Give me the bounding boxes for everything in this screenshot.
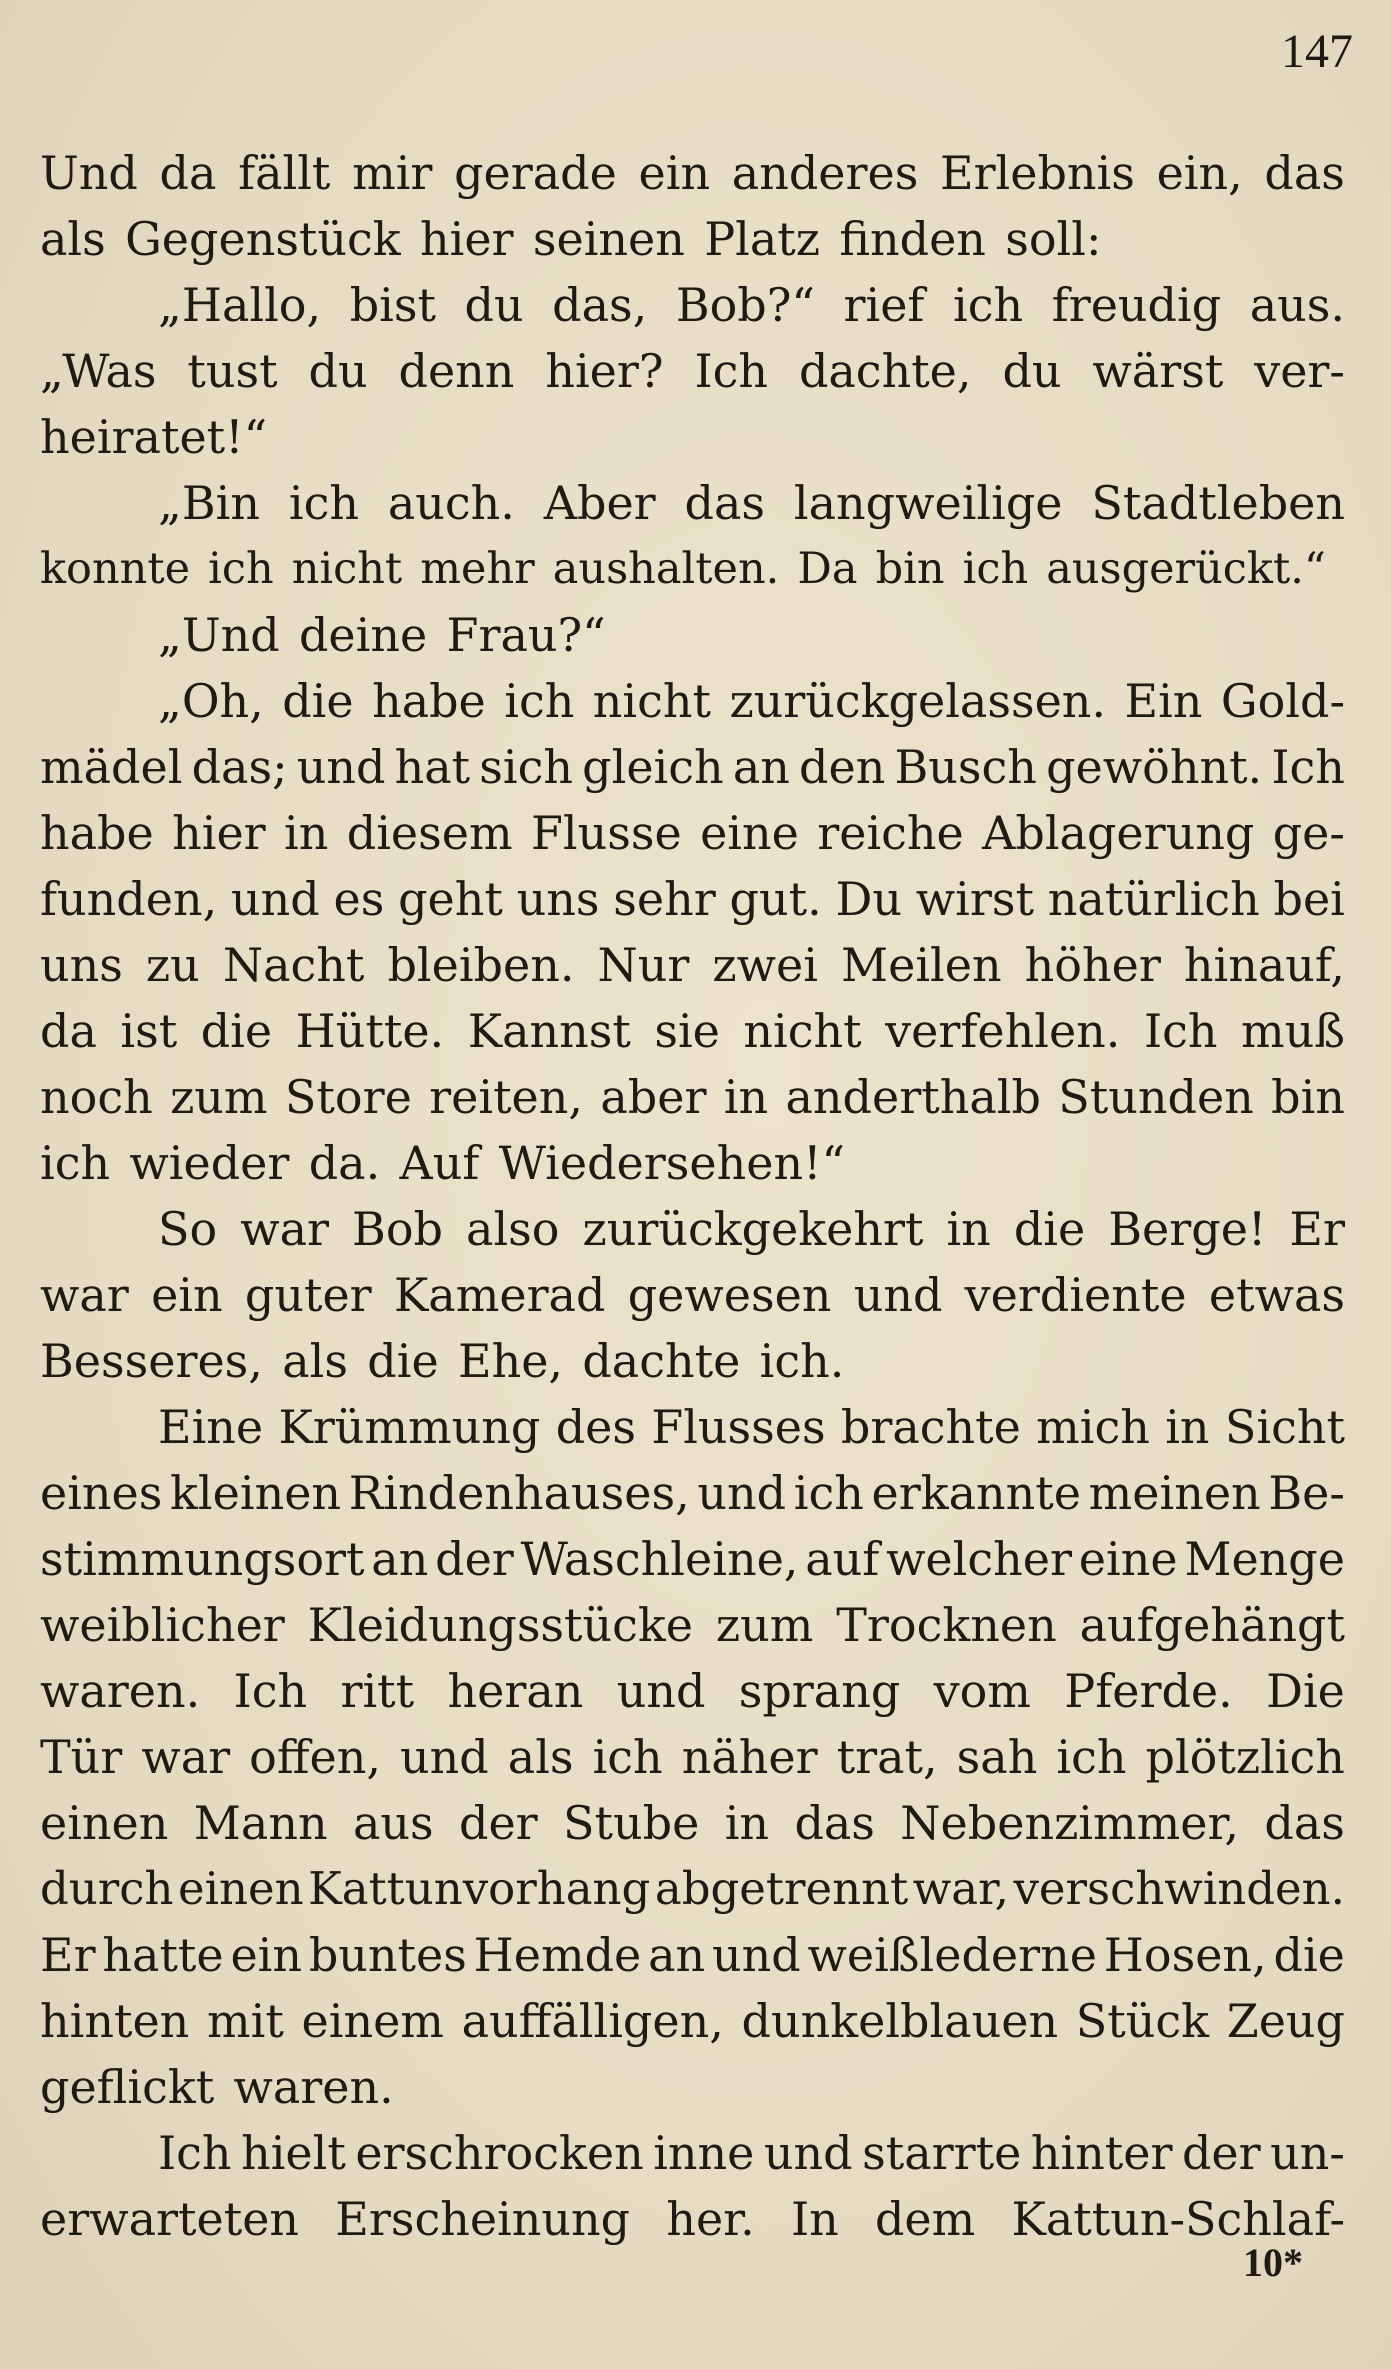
word: und <box>711 1928 801 1982</box>
word: Kamerad <box>393 1268 606 1322</box>
word: und <box>400 1730 489 1784</box>
word: freudig <box>1051 278 1222 332</box>
word: starrte <box>862 2126 1022 2180</box>
word: als <box>507 1730 574 1784</box>
word: Stück <box>1075 1994 1210 2048</box>
text-line <box>40 2186 1345 2252</box>
text-line <box>40 1328 1345 1394</box>
word: da. <box>308 1136 381 1190</box>
word: war <box>141 1730 231 1784</box>
word: Ein <box>1124 674 1203 728</box>
word: meinen <box>1088 1466 1261 1520</box>
word: eines <box>40 1466 163 1520</box>
word: funden, <box>40 872 218 926</box>
word: „Hallo, <box>158 278 322 332</box>
word: hinten <box>40 1994 190 2048</box>
word: einen <box>178 1862 304 1915</box>
word: erkannte <box>871 1466 1081 1520</box>
word: weiblicher <box>40 1598 285 1652</box>
word: ein <box>151 1268 223 1322</box>
word: Aber <box>543 476 656 530</box>
word: und <box>697 1466 787 1520</box>
word: Menge <box>1184 1532 1345 1586</box>
text-line <box>40 1922 1345 1988</box>
text-line <box>40 1262 1345 1328</box>
word: abgetrennt <box>654 1862 909 1915</box>
word: an <box>648 1928 706 1982</box>
word: Du <box>835 872 903 926</box>
word: und <box>616 1664 706 1718</box>
word: waren. <box>233 2060 394 2114</box>
word: vom <box>933 1664 1031 1718</box>
word: Bob?“ <box>675 278 815 332</box>
word: deine <box>298 608 428 662</box>
word: du <box>308 344 368 398</box>
word: Nacht <box>222 938 365 992</box>
word: finden <box>839 212 986 266</box>
word: es <box>333 872 385 926</box>
word: Erlebnis <box>939 146 1135 200</box>
word: Waschleine, <box>520 1532 799 1586</box>
word: muß <box>1241 1004 1345 1058</box>
word: Er <box>40 1928 96 1982</box>
text-line <box>40 998 1345 1064</box>
word: bei <box>1273 872 1345 926</box>
word: der <box>459 1796 538 1850</box>
word: Ich <box>233 1664 308 1718</box>
word: zurückgekehrt <box>582 1202 924 1256</box>
word: die <box>1013 1202 1086 1256</box>
text-line <box>40 1988 1345 2054</box>
text-line <box>40 536 1345 602</box>
word: das <box>1264 1796 1345 1850</box>
word: Gold- <box>1220 674 1345 728</box>
word: du <box>1002 344 1062 398</box>
word: sich <box>479 740 574 794</box>
word: aushalten. <box>552 544 780 594</box>
word: In <box>790 2192 839 2246</box>
word: konnte <box>40 544 191 594</box>
word: Flusse <box>530 806 682 860</box>
word: uns <box>40 938 123 992</box>
text-line <box>40 1460 1345 1526</box>
word: tust <box>187 344 278 398</box>
word: Kattun-Schlaf- <box>1011 2192 1345 2246</box>
word: Mann <box>193 1796 328 1850</box>
word: „Bin <box>158 476 260 530</box>
word: dachte, <box>798 344 972 398</box>
word: her. <box>666 2192 755 2246</box>
word: reiche <box>817 806 964 860</box>
text-line <box>40 1130 1345 1196</box>
word: dem <box>874 2192 976 2246</box>
word: offen, <box>249 1730 382 1784</box>
word: wieder <box>129 1136 290 1190</box>
word: Kattunvorhang <box>308 1862 651 1915</box>
word: diesem <box>346 806 513 860</box>
word: verdiente <box>964 1268 1187 1322</box>
word: Frau?“ <box>446 608 606 662</box>
word: und <box>296 740 386 794</box>
word: bist <box>349 278 436 332</box>
word: aber <box>600 1070 707 1124</box>
word: bleiben. <box>387 938 575 992</box>
word: reiten, <box>429 1070 584 1124</box>
word: Eine <box>158 1400 264 1454</box>
word: Ich <box>1271 740 1345 794</box>
word: Stadtleben <box>1091 476 1345 530</box>
word: die <box>1273 1928 1345 1982</box>
word: Ablagerung <box>982 806 1255 860</box>
word: brachte <box>840 1400 1021 1454</box>
word: auffälligen, <box>461 1994 724 2048</box>
word: kleinen <box>170 1466 342 1520</box>
word: hielt <box>241 2126 346 2180</box>
word: zu <box>145 938 200 992</box>
word: als <box>40 212 106 266</box>
word: ist <box>120 1004 178 1058</box>
word: Kannst <box>467 1004 631 1058</box>
word: das; <box>191 740 288 794</box>
word: ein <box>230 1928 303 1982</box>
word: hinter <box>1030 2126 1173 2180</box>
word: gut. <box>729 872 822 926</box>
word: ein, <box>1156 146 1243 200</box>
word: erwarteten <box>40 2192 300 2246</box>
word: ich <box>592 1730 663 1784</box>
word: anderes <box>731 146 919 200</box>
word: Ich <box>1143 1004 1218 1058</box>
word: zum <box>715 1598 814 1652</box>
word: mädel <box>40 740 183 794</box>
word: bin <box>875 544 945 594</box>
word: langweilige <box>793 476 1063 530</box>
word: des <box>555 1400 636 1454</box>
word: Be- <box>1268 1466 1345 1520</box>
word: Ich <box>158 2126 232 2180</box>
word: in <box>724 1796 770 1850</box>
text-line <box>40 2120 1345 2186</box>
text-line <box>40 272 1345 338</box>
word: Erscheinung <box>335 2192 631 2246</box>
text-line <box>40 206 1345 272</box>
word: wirst <box>915 872 1034 926</box>
word: einen <box>40 1796 169 1850</box>
word: höher <box>1024 938 1161 992</box>
word: un- <box>1270 2126 1345 2180</box>
word: natürlich <box>1047 872 1260 926</box>
word: wärst <box>1092 344 1224 398</box>
text-line <box>40 602 1345 668</box>
word: hier <box>172 806 266 860</box>
word: die <box>282 674 354 728</box>
word: anderthalb <box>785 1070 1041 1124</box>
word: aufgehängt <box>1079 1598 1345 1652</box>
word: eine <box>1078 1532 1178 1586</box>
word: Flusses <box>651 1400 826 1454</box>
word: Nur <box>597 938 690 992</box>
word: Wiedersehen!“ <box>498 1136 846 1190</box>
word: sie <box>654 1004 720 1058</box>
text-line <box>40 1790 1345 1856</box>
word: trat, <box>836 1730 938 1784</box>
word: der <box>435 1532 514 1586</box>
word: ich <box>953 278 1024 332</box>
word: ich <box>40 1136 111 1190</box>
word: Platz <box>704 212 821 266</box>
word: buntes <box>308 1928 467 1982</box>
text-line <box>40 338 1345 404</box>
word: an <box>732 740 790 794</box>
word: zurückgelassen. <box>729 674 1107 728</box>
word: ritt <box>340 1664 415 1718</box>
word: in <box>723 1070 769 1124</box>
text-line <box>40 932 1345 998</box>
word: Sicht <box>1224 1400 1345 1454</box>
text-line <box>40 1196 1345 1262</box>
text-line <box>40 1064 1345 1130</box>
word: Trocknen <box>836 1598 1057 1652</box>
word: Nebenzimmer, <box>900 1796 1240 1850</box>
word: So <box>158 1202 218 1256</box>
word: nicht <box>291 544 403 594</box>
word: aus. <box>1249 278 1345 332</box>
word: Hemde <box>473 1928 642 1982</box>
word: mir <box>352 146 433 200</box>
word: Er <box>1289 1202 1345 1256</box>
word: ge- <box>1272 806 1345 860</box>
word: aus <box>352 1796 434 1850</box>
word: Rindenhauses, <box>348 1466 690 1520</box>
word: Hütte. <box>295 1004 445 1058</box>
page-number: 147 <box>1281 25 1353 78</box>
word: hier <box>420 212 514 266</box>
word: ich <box>288 476 359 530</box>
word: war <box>40 1268 129 1322</box>
text-line <box>40 2054 1345 2120</box>
word: Ich <box>694 344 769 398</box>
word: fällt <box>238 146 331 200</box>
word: sah <box>956 1730 1038 1784</box>
word: war, <box>912 1862 1009 1915</box>
word: Berge! <box>1108 1202 1267 1256</box>
word: plötzlich <box>1145 1730 1345 1784</box>
text-line <box>40 866 1345 932</box>
text-line <box>40 734 1345 800</box>
text-line <box>40 800 1345 866</box>
word: das <box>1264 146 1345 200</box>
word: war <box>240 1202 330 1256</box>
word: gewöhnt. <box>1046 740 1263 794</box>
word: einem <box>301 1994 444 2048</box>
word: ich <box>1056 1730 1127 1784</box>
word: noch <box>40 1070 153 1124</box>
word: seinen <box>532 212 685 266</box>
word: mit <box>207 1994 284 2048</box>
word: soll: <box>1005 212 1102 266</box>
word: Gegenstück <box>125 212 401 266</box>
word: Zeug <box>1226 1994 1345 2048</box>
word: da <box>40 1004 97 1058</box>
word: in <box>1165 1400 1210 1454</box>
word: und <box>763 2126 853 2180</box>
word: durch <box>40 1862 174 1915</box>
word: ich <box>504 674 575 728</box>
word: ich <box>208 544 274 594</box>
word: mich <box>1036 1400 1150 1454</box>
signature-mark: 10* <box>1243 2240 1303 2285</box>
word: etwas <box>1208 1268 1345 1322</box>
word: Kleidungsstücke <box>307 1598 693 1652</box>
word: „Oh, <box>158 674 264 728</box>
text-line <box>40 1526 1345 1592</box>
text-line <box>40 1856 1345 1922</box>
word: uns <box>516 872 600 926</box>
word: sprang <box>738 1664 901 1718</box>
word: waren. <box>40 1664 201 1718</box>
word: Stunden <box>1058 1070 1254 1124</box>
word: guter <box>244 1268 372 1322</box>
text-line <box>40 470 1345 536</box>
word: Busch <box>894 740 1037 794</box>
text-line <box>40 140 1345 206</box>
word: als <box>282 1334 348 1388</box>
word: ich <box>793 1466 864 1520</box>
word: Meilen <box>841 938 1002 992</box>
word: an <box>371 1532 429 1586</box>
word: und <box>853 1268 943 1322</box>
word: denn <box>398 344 515 398</box>
word: den <box>799 740 886 794</box>
word: auch. <box>387 476 515 530</box>
text-line <box>40 404 1345 470</box>
word: in <box>946 1202 991 1256</box>
word: nicht <box>592 674 711 728</box>
word: gleich <box>582 740 724 794</box>
word: hinauf, <box>1183 938 1345 992</box>
word: nicht <box>743 1004 862 1058</box>
word: Tür <box>40 1730 123 1784</box>
word: ein <box>638 146 711 200</box>
text-line <box>40 668 1345 734</box>
text-line <box>40 1724 1345 1790</box>
word: Stube <box>563 1796 700 1850</box>
word: und <box>230 872 320 926</box>
word: erschrocken <box>355 2126 644 2180</box>
word: sehr <box>613 872 716 926</box>
word: mehr <box>420 544 535 594</box>
word: heiratet!“ <box>40 410 268 464</box>
word: der <box>1181 2126 1261 2180</box>
word: „Was <box>40 344 157 398</box>
word: stimmungsort <box>40 1532 365 1586</box>
word: die <box>200 1004 273 1058</box>
word: geflickt <box>40 2060 215 2114</box>
word: hatte <box>102 1928 224 1982</box>
word: „Und <box>158 608 280 662</box>
text-line <box>40 1592 1345 1658</box>
word: Krümmung <box>278 1400 541 1454</box>
word: habe <box>372 674 486 728</box>
word: hier? <box>545 344 664 398</box>
word: rief <box>843 278 925 332</box>
word: das <box>684 476 766 530</box>
body-text <box>40 140 1345 2252</box>
word: zum <box>170 1070 268 1124</box>
word: ausgerückt.“ <box>1046 544 1326 594</box>
word: hat <box>394 740 471 794</box>
word: da <box>159 146 217 200</box>
word: eine <box>700 806 799 860</box>
word: bin <box>1271 1070 1345 1124</box>
word: dachte <box>582 1334 741 1388</box>
word: Bob <box>352 1202 443 1256</box>
word: Besseres, <box>40 1334 263 1388</box>
word: gewesen <box>627 1268 832 1322</box>
word: inne <box>653 2126 755 2180</box>
word: welcher <box>886 1532 1072 1586</box>
word: weißlederne <box>807 1928 1097 1982</box>
word: das, <box>552 278 648 332</box>
word: gerade <box>454 146 617 200</box>
word: du <box>464 278 524 332</box>
word: ich <box>962 544 1029 594</box>
word: verfehlen. <box>885 1004 1121 1058</box>
word: dunkelblauen <box>741 1994 1059 2048</box>
word: Da <box>797 544 858 594</box>
word: ver- <box>1254 344 1345 398</box>
word: heran <box>447 1664 584 1718</box>
word: habe <box>40 806 154 860</box>
word: Ehe, <box>457 1334 564 1388</box>
word: verschwinden. <box>1013 1862 1345 1915</box>
word: also <box>466 1202 560 1256</box>
word: auf <box>805 1532 880 1586</box>
word: näher <box>681 1730 818 1784</box>
text-line <box>40 1394 1345 1460</box>
word: Hosen, <box>1103 1928 1267 1982</box>
word: die <box>367 1334 439 1388</box>
word: ich. <box>759 1334 845 1388</box>
word: zwei <box>712 938 818 992</box>
word: das <box>794 1796 875 1850</box>
word: Store <box>284 1070 412 1124</box>
word: Und <box>40 146 138 200</box>
word: Die <box>1266 1664 1345 1718</box>
text-line <box>40 1658 1345 1724</box>
word: Pferde. <box>1064 1664 1233 1718</box>
word: geht <box>398 872 503 926</box>
word: in <box>284 806 329 860</box>
word: Auf <box>399 1136 480 1190</box>
